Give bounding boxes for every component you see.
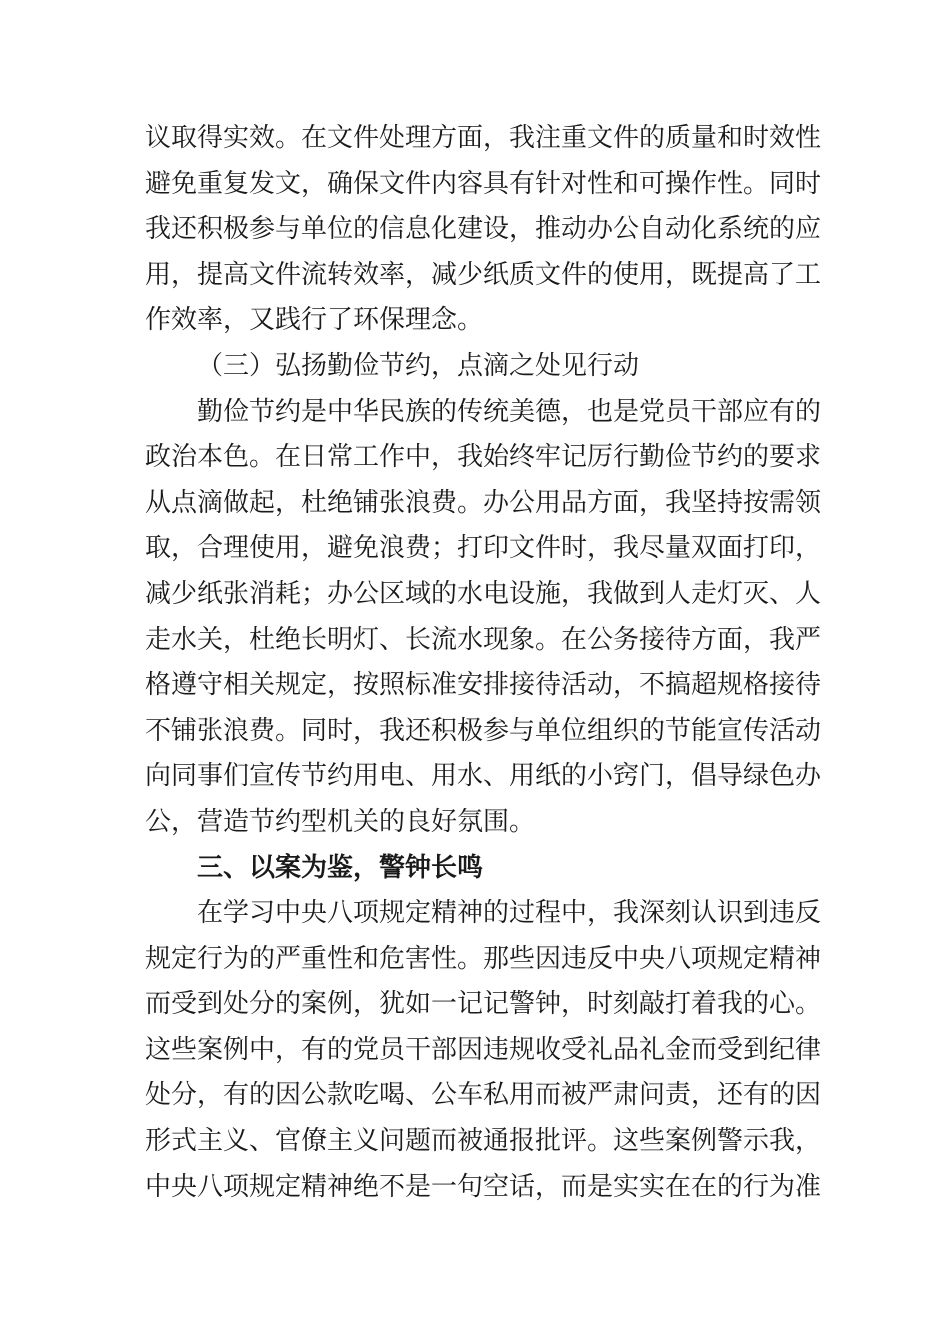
text-line: 走水关，杜绝长明灯、长流水现象。在公务接待方面，我严 [145,624,822,655]
text-line: 向同事们宣传节约用电、用水、用纸的小窍门，倡导绿色办 [145,761,822,792]
document-body [145,116,822,1210]
text-line: 不铺张浪费。同时，我还积极参与单位组织的节能宣传活动 [145,715,822,746]
paragraph-file-handling [145,116,822,344]
text-line: 避免重复发文，确保文件内容具有针对性和可操作性。同时 [145,168,822,199]
text-line: 议取得实效。在文件处理方面，我注重文件的质量和时效性 [145,123,822,153]
text-line: 用，提高文件流转效率，减少纸质文件的使用，既提高了工 [145,259,822,290]
text-line: 从点滴做起，杜绝铺张浪费。办公用品方面，我坚持按需领 [145,487,822,518]
section-subheading: （三）弘扬勤俭节约，点滴之处见行动 [197,350,640,381]
text-line: 减少纸张消耗；办公区域的水电设施，我做到人走灯灭、人 [145,578,822,609]
text-line: 这些案例中，有的党员干部因违规收受礼品礼金而受到纪律 [145,1034,822,1065]
text-line: 形式主义、官僚主义问题而被通报批评。这些案例警示我， [145,1126,822,1157]
text-line: 而受到处分的案例，犹如一记记警钟，时刻敲打着我的心。 [145,989,822,1020]
text-line: 作效率，又践行了环保理念。 [145,305,484,336]
text-line: 规定行为的严重性和危害性。那些因违反中央八项规定精神 [145,943,822,974]
text-line: 格遵守相关规定，按照标准安排接待活动，不搞超规格接待 [145,670,822,701]
section-heading: 三、以案为鉴，警钟长鸣 [197,852,484,883]
text-line: 我还积极参与单位的信息化建设，推动办公自动化系统的应 [145,214,822,245]
text-line: 政治本色。在日常工作中，我始终牢记厉行勤俭节约的要求 [145,442,822,473]
text-line: 中央八项规定精神绝不是一句空话，而是实实在在的行为准 [145,1171,822,1202]
text-line: 取，合理使用，避免浪费；打印文件时，我尽量双面打印， [145,533,822,564]
paragraph-case-warnings [145,891,822,1210]
paragraph-frugality [145,390,822,846]
text-line: 在学习中央八项规定精神的过程中，我深刻认识到违反 [197,898,822,929]
text-line: 公，营造节约型机关的良好氛围。 [145,806,536,837]
text-line: 勤俭节约是中华民族的传统美德，也是党员干部应有的 [197,396,822,427]
text-line: 处分，有的因公款吃喝、公车私用而被严肃问责，还有的因 [145,1080,822,1111]
